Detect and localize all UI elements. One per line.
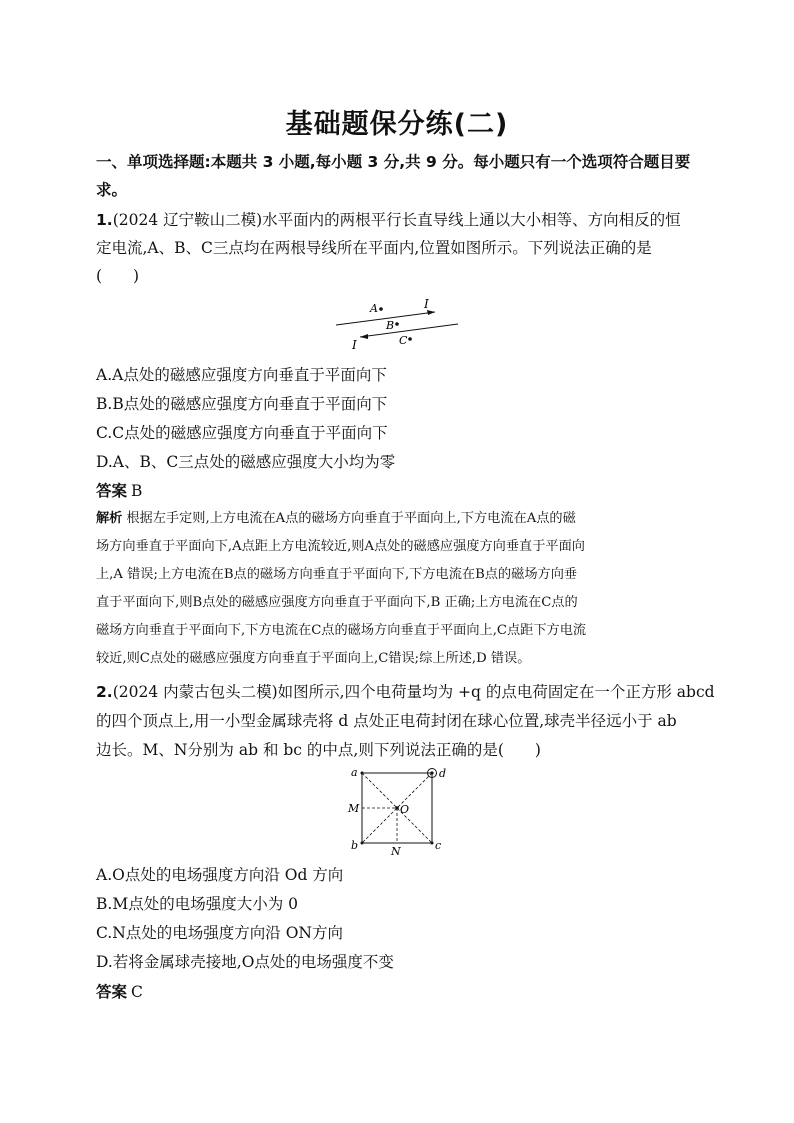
question-1-stem-line-1: [96, 210, 681, 230]
page-title: 基础题保分练(二): [285, 109, 509, 140]
point-C: [408, 337, 412, 341]
answer-value-2: C: [131, 983, 143, 1001]
section-heading-cont: 求。: [96, 181, 128, 199]
explanation-line-4: 直于平面向下,则B点处的磁感应强度方向垂直于平面向下,B 正确;上方电流在C点的: [96, 595, 578, 610]
question-1-stem-text-1: (2024 辽宁鞍山二模)水平面内的两根平行长直导线上通以大小相等、方向相反的恒: [112, 211, 681, 229]
question-2-option-b[interactable]: B.M点处的电场强度大小为 0: [96, 895, 298, 913]
label-N: N: [391, 845, 401, 858]
answer-label: 答案: [96, 482, 128, 500]
question-2-figure: [340, 764, 450, 858]
label-d: d: [439, 767, 447, 780]
question-2-stem-line-3: 边长。M、N分别为 ab 和 bc 的中点,则下列说法正确的是( ): [96, 741, 541, 759]
point-O: [395, 806, 399, 810]
explanation-line-2: 场方向垂直于平面向下,A点距上方电流较近,则A点处的磁感应强度方向垂直于平面向: [96, 539, 585, 554]
label-c: c: [435, 839, 442, 852]
question-2-option-d[interactable]: D.若将金属球壳接地,O点处的电场强度不变: [96, 953, 394, 971]
question-2-number: 2.: [96, 683, 113, 701]
explanation-line-3: 上,A 错误;上方电流在B点的磁场方向垂直于平面向下,下方电流在B点的磁场方向垂: [96, 567, 578, 582]
point-A: [379, 307, 383, 311]
answer-value: B: [131, 482, 143, 500]
charge-d: [430, 771, 433, 774]
label-B: B: [386, 319, 395, 332]
question-2-option-a[interactable]: A.O点处的电场强度方向沿 Od 方向: [96, 866, 344, 884]
question-1-number: 1.: [96, 211, 113, 229]
label-a: a: [351, 766, 358, 779]
question-1-stem-line-2: 定电流,A、B、C三点均在两根导线所在平面内,位置如图所示。下列说法正确的是: [96, 239, 652, 257]
label-C: C: [399, 334, 408, 347]
question-2-answer: [96, 982, 143, 1002]
question-1-answer: [96, 481, 142, 501]
explanation-line-5: 磁场方向垂直于平面向下,下方电流在C点的磁场方向垂直于平面向上,C点距下方电流: [96, 623, 587, 638]
label-I-top: I: [424, 297, 429, 311]
label-M: M: [348, 802, 360, 815]
question-1-option-d[interactable]: D.A、B、C三点处的磁感应强度大小均为零: [96, 453, 396, 471]
point-B: [395, 322, 399, 326]
label-A: A: [370, 302, 378, 315]
question-2-stem-text-1: (2024 内蒙古包头二模)如图所示,四个电荷量均为 +q 的点电荷固定在一个正方形 abcd: [112, 683, 715, 701]
question-2-option-c[interactable]: C.N点处的电场强度方向沿 ON方向: [96, 924, 343, 942]
label-b: b: [351, 839, 359, 852]
label-I-bottom: I: [352, 338, 357, 352]
question-2-stem-line-1: [96, 682, 715, 702]
question-1-answer-blank: ( ): [96, 267, 140, 285]
lower-wire: [360, 324, 458, 337]
question-2-stem-line-2: 的四个顶点上,用一小型金属球壳将 d 点处正电荷封闭在球心位置,球壳半径远小于 ab: [96, 712, 677, 730]
question-1-option-b[interactable]: B.B点处的磁感应强度方向垂直于平面向下: [96, 395, 388, 413]
charge-b: [361, 842, 364, 845]
explanation-text-1: 根据左手定则,上方电流在A点的磁场方向垂直于平面向上,下方电流在A点的磁: [126, 511, 576, 526]
question-1-figure: [330, 295, 470, 357]
explanation-line-1: [96, 510, 576, 528]
charge-a: [361, 772, 364, 775]
section-heading: 一、单项选择题:本题共 3 小题,每小题 3 分,共 9 分。每小题只有一个选项符合题目要: [96, 153, 691, 171]
question-1-option-a[interactable]: A.A点处的磁感应强度方向垂直于平面向下: [96, 366, 387, 384]
label-O: O: [400, 803, 410, 816]
charge-c: [431, 842, 434, 845]
answer-label-2: 答案: [96, 983, 128, 1001]
question-1-option-c[interactable]: C.C点处的磁感应强度方向垂直于平面向下: [96, 424, 388, 442]
explanation-label: 解析: [96, 511, 123, 526]
explanation-line-6: 较近,则C点处的磁感应强度方向垂直于平面向上,C错误;综上所述,D 错误。: [96, 651, 531, 666]
